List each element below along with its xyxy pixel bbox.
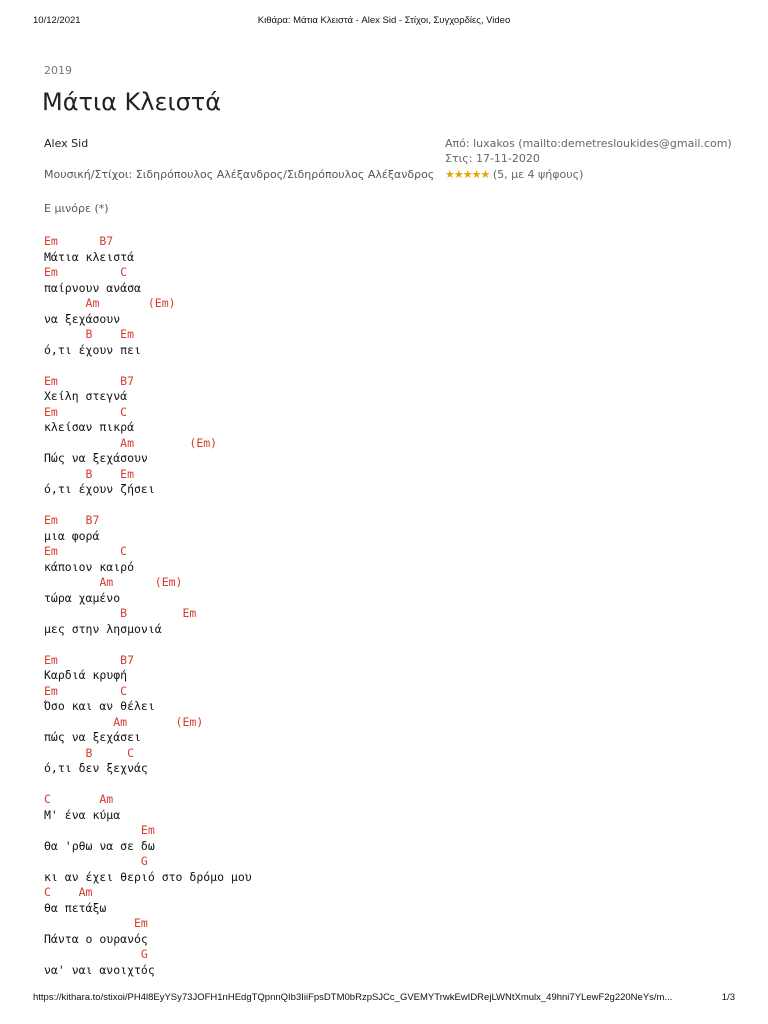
song-credits: Μουσική/Στίχοι: Σιδηρόπουλος Αλέξανδρος/Σιδηρόπουλος Αλέξανδρος: [44, 168, 435, 181]
lyric-line: Μ' ένα κύμα: [44, 807, 121, 822]
submitted-by[interactable]: Από: luxakos (mailto:demetresloukides@gmail.com): [445, 137, 732, 150]
chord-line[interactable]: Em: [44, 916, 148, 930]
lyric-line: να' ναι ανοιχτός: [44, 962, 155, 977]
chord-line[interactable]: Em C: [44, 683, 128, 698]
rating-text: (5, με 4 ψήφους): [492, 168, 584, 181]
lyric-line: ό,τι έχουν πει: [44, 342, 141, 357]
chord-line[interactable]: Em C: [44, 544, 128, 558]
print-page-number: 1/3: [721, 992, 735, 1003]
lyric-line: Μάτια κλειστά: [44, 249, 135, 264]
chord-line[interactable]: Am (Em): [44, 435, 218, 450]
chord-line[interactable]: B Em: [44, 466, 135, 481]
blank-line: [44, 498, 252, 514]
blank-line: [44, 358, 252, 374]
lyric-line: Καρδιά κρυφή: [44, 668, 128, 682]
lyric-line: ό,τι έχουν ζήσει: [44, 482, 155, 496]
blank-line: [44, 777, 252, 793]
lyric-line: κι αν έχει θεριό στο δρόμο μου: [44, 869, 252, 884]
chord-line[interactable]: G: [44, 854, 148, 868]
song-artist[interactable]: Alex Sid: [44, 137, 89, 150]
chord-line[interactable]: Am (Em): [44, 296, 176, 310]
chord-line[interactable]: Em B7: [44, 373, 135, 388]
chord-line[interactable]: Em C: [44, 404, 128, 419]
chord-line[interactable]: B Em: [44, 606, 197, 620]
lyric-line: Πώς να ξεχάσουν: [44, 451, 148, 465]
lyric-line: τώρα χαμένο: [44, 590, 121, 605]
lyric-line: ό,τι δεν ξεχνάς: [44, 761, 148, 775]
submission-date: Στις: 17-11-2020: [445, 152, 540, 165]
lyric-line: παίρνουν ανάσα: [44, 280, 141, 295]
lyric-line: Χείλη στεγνά: [44, 389, 128, 403]
print-page-title: Κιθάρα: Μάτια Κλειστά - Alex Sid - Στίχοι, Συγχορδίες, Video: [257, 15, 511, 26]
chord-line[interactable]: Em: [44, 823, 155, 837]
print-footer: [0, 992, 768, 1012]
chord-line[interactable]: G: [44, 947, 148, 961]
blank-line: [44, 637, 252, 653]
print-header: [0, 15, 768, 35]
print-date: 10/12/2021: [33, 15, 81, 26]
chord-line[interactable]: B C: [44, 745, 135, 760]
chord-sheet: [44, 234, 252, 978]
print-url: https://kithara.to/stixoi/PH4l8EyYSy73JOFH1nHEdgTQpnnQIb3IiiFpsDTM0bRzpSJCc_GVEMYTrwkEwIDRejLWNtXmulx_49hni7YLewF2g220NeYs/m...: [33, 992, 673, 1003]
lyric-line: θα πετάξω: [44, 900, 107, 915]
lyric-line: μια φορά: [44, 528, 100, 543]
song-key: Ε μινόρε (*): [44, 202, 109, 215]
lyric-line: Πάντα ο ουρανός: [44, 931, 148, 946]
lyric-line: κάποιον καιρό: [44, 559, 135, 574]
chord-line[interactable]: Em B7: [44, 234, 114, 248]
rating[interactable]: [445, 168, 583, 181]
song-title: Μάτια Κλειστά: [42, 88, 222, 116]
lyric-line: Θα 'ρθω να σε δω: [44, 838, 155, 853]
chord-line[interactable]: Am (Em): [44, 575, 183, 589]
lyric-line: πώς να ξεχάσει: [44, 730, 141, 744]
rating-stars-icon[interactable]: ★★★★★: [445, 168, 490, 181]
chord-line[interactable]: Em B7: [44, 652, 135, 667]
chord-line[interactable]: C Am: [44, 792, 114, 806]
lyric-line: μες στην λησμονιά: [44, 621, 162, 636]
chord-line[interactable]: Am (Em): [44, 714, 204, 729]
chord-line[interactable]: C Am: [44, 885, 93, 899]
chord-line[interactable]: B Em: [44, 327, 135, 341]
chord-line[interactable]: Em C: [44, 265, 128, 279]
lyric-line: Όσο και αν θέλει: [44, 699, 155, 713]
chord-line[interactable]: Em B7: [44, 513, 100, 527]
lyric-line: να ξεχάσουν: [44, 311, 121, 326]
song-year: 2019: [44, 64, 72, 77]
lyric-line: κλείσαν πικρά: [44, 420, 135, 434]
